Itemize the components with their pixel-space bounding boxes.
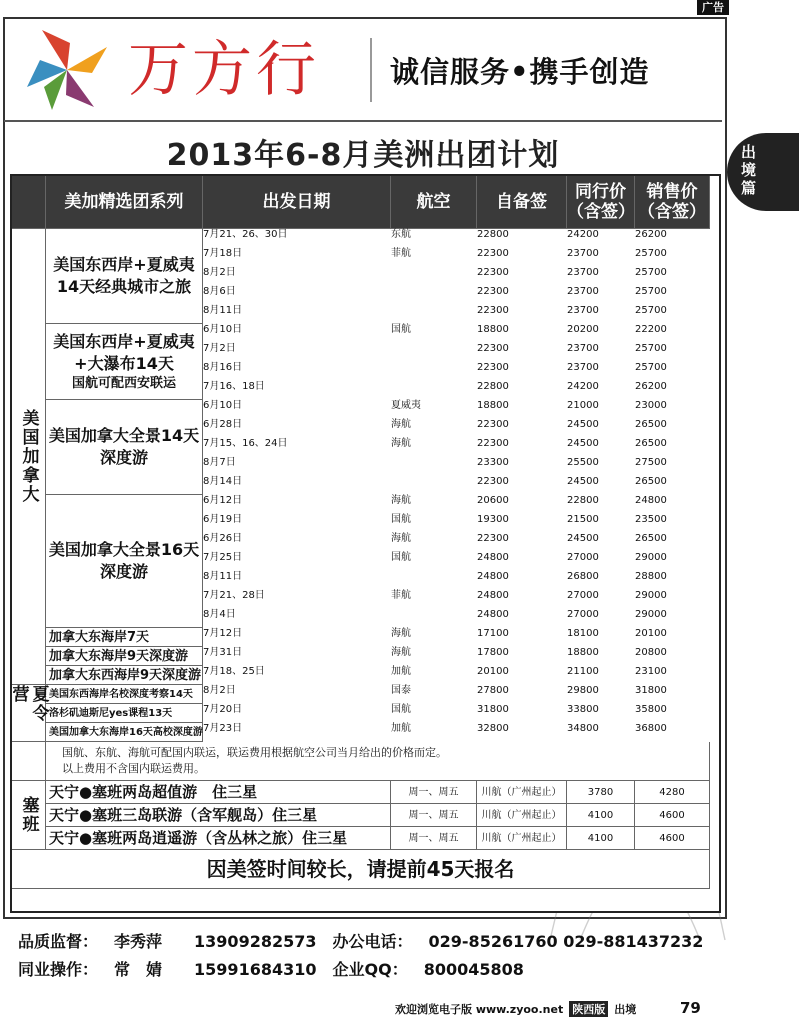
header-trade-label: 同行价 <box>575 182 626 202</box>
saipan-days: 周一、周五 <box>391 827 477 850</box>
header-retail-price <box>635 176 710 229</box>
brand-slogan: 诚信服务•携手创造 <box>390 55 650 89</box>
tour-usa-hawaii-14 <box>46 229 203 324</box>
office-label: 办公电话： <box>332 932 413 951</box>
tour-price-table <box>10 174 721 913</box>
saipan-retail: 4600 <box>635 804 710 827</box>
tour-line: 美国加拿大全景14天 <box>48 426 200 445</box>
header-retail-sub: （含签） <box>638 202 706 222</box>
tour-canada-eastwest-9: 加拿大东西海岸9天深度游 <box>46 666 203 685</box>
section-side-tab <box>727 133 799 211</box>
office-phones: 029-85261760 029-881437232 <box>428 932 704 951</box>
edition-chip: 陕西版 <box>569 1001 608 1017</box>
page-title: 2013年6-8月美洲出团计划 <box>166 138 560 173</box>
tour-line: +大瀑布14天 <box>74 354 174 373</box>
page-number: 79 <box>680 999 701 1017</box>
side-tab-label: 出境篇 <box>741 143 757 197</box>
header-trade-sub: （含签） <box>567 202 635 222</box>
region-blank <box>12 742 46 781</box>
header-date: 出发日期 <box>203 176 391 229</box>
header-visa: 自备签 <box>477 176 567 229</box>
trade-label: 同业操作： <box>18 960 99 979</box>
header-rule <box>4 120 722 122</box>
qq-number: 800045808 <box>423 960 524 979</box>
header-trade-price <box>567 176 635 229</box>
tour-line: 美国加拿大全景16天 <box>48 540 200 559</box>
header-airline: 航空 <box>391 176 477 229</box>
note <box>46 742 710 781</box>
saipan-airline: 川航（广州起止） <box>477 804 567 827</box>
saipan-airline: 川航（广州起止） <box>477 781 567 804</box>
bottom-bar <box>395 1001 636 1017</box>
header-divider <box>370 38 372 102</box>
signup-notice: 因美签时间较长，请提前45天报名 <box>12 850 710 889</box>
saipan-tour: 天宁●塞班两岛逍遥游（含丛林之旅）住三星 <box>46 827 391 850</box>
saipan-tour: 天宁●塞班三岛联游（含军舰岛）住三星 <box>46 804 391 827</box>
trade-name: 常 婧 <box>114 960 163 979</box>
tour-subtitle: 国航可配西安联运 <box>71 376 176 391</box>
saipan-days: 周一、周五 <box>391 804 477 827</box>
quality-name: 李秀萍 <box>114 932 163 951</box>
saipan-retail: 4600 <box>635 827 710 850</box>
ad-tag: 广告 <box>697 0 729 15</box>
quality-label: 品质监督： <box>18 932 99 951</box>
header-series: 美加精选团系列 <box>46 176 203 229</box>
note-line: 国航、东航、海航可配国内联运，联运费用根据航空公司当月给出的价格而定。 <box>62 746 447 759</box>
region-usa-canada: 美国加拿大 <box>12 229 46 685</box>
saipan-airline: 川航（广州起止） <box>477 827 567 850</box>
qq-label: 企业QQ： <box>332 960 408 979</box>
saipan-trade: 4100 <box>567 804 635 827</box>
saipan-trade: 4100 <box>567 827 635 850</box>
camp-tour: 美国东西海岸名校深度考察14天 <box>46 685 203 704</box>
tour-line: 深度游 <box>99 448 148 467</box>
header-blank <box>12 176 46 229</box>
tour-usa-hawaii-falls <box>46 324 203 400</box>
header-retail-label: 销售价 <box>646 182 698 202</box>
note-line: 以上费用不含国内联运费用。 <box>62 762 205 775</box>
region-saipan: 塞班 <box>12 781 46 850</box>
tour-usa-canada-16 <box>46 495 203 628</box>
tour-line: 美国东西岸+夏威夷 <box>53 332 195 351</box>
brand-name: 万方行 <box>128 35 320 105</box>
saipan-trade: 3780 <box>567 781 635 804</box>
saipan-days: 周一、周五 <box>391 781 477 804</box>
quality-phone: 13909282573 <box>194 932 317 951</box>
camp-tour: 洛杉矶迪斯尼yes课程13天 <box>46 704 203 723</box>
trade-phone: 15991684310 <box>194 960 317 979</box>
saipan-tour: 天宁●塞班两岛超值游 住三星 <box>46 781 391 804</box>
region-summer-camp: 夏令营 <box>12 685 46 742</box>
welcome-url[interactable]: 欢迎浏览电子版 www.zyoo.net <box>395 1003 564 1016</box>
section-label: 出境 <box>614 1003 637 1016</box>
tour-canada-east-7: 加拿大东海岸7天 <box>46 628 203 647</box>
tour-line: 美国东西岸+夏威夷 <box>53 255 195 274</box>
tour-line: 14天经典城市之旅 <box>56 277 192 296</box>
tour-canada-east-9: 加拿大东海岸9天深度游 <box>46 647 203 666</box>
tour-line: 深度游 <box>99 562 148 581</box>
brand-logo-icon <box>22 25 112 115</box>
camp-tour: 美国加拿大东海岸16天高校深度游 <box>46 723 203 742</box>
tour-usa-canada-14 <box>46 400 203 495</box>
saipan-retail: 4280 <box>635 781 710 804</box>
contacts <box>18 928 735 984</box>
